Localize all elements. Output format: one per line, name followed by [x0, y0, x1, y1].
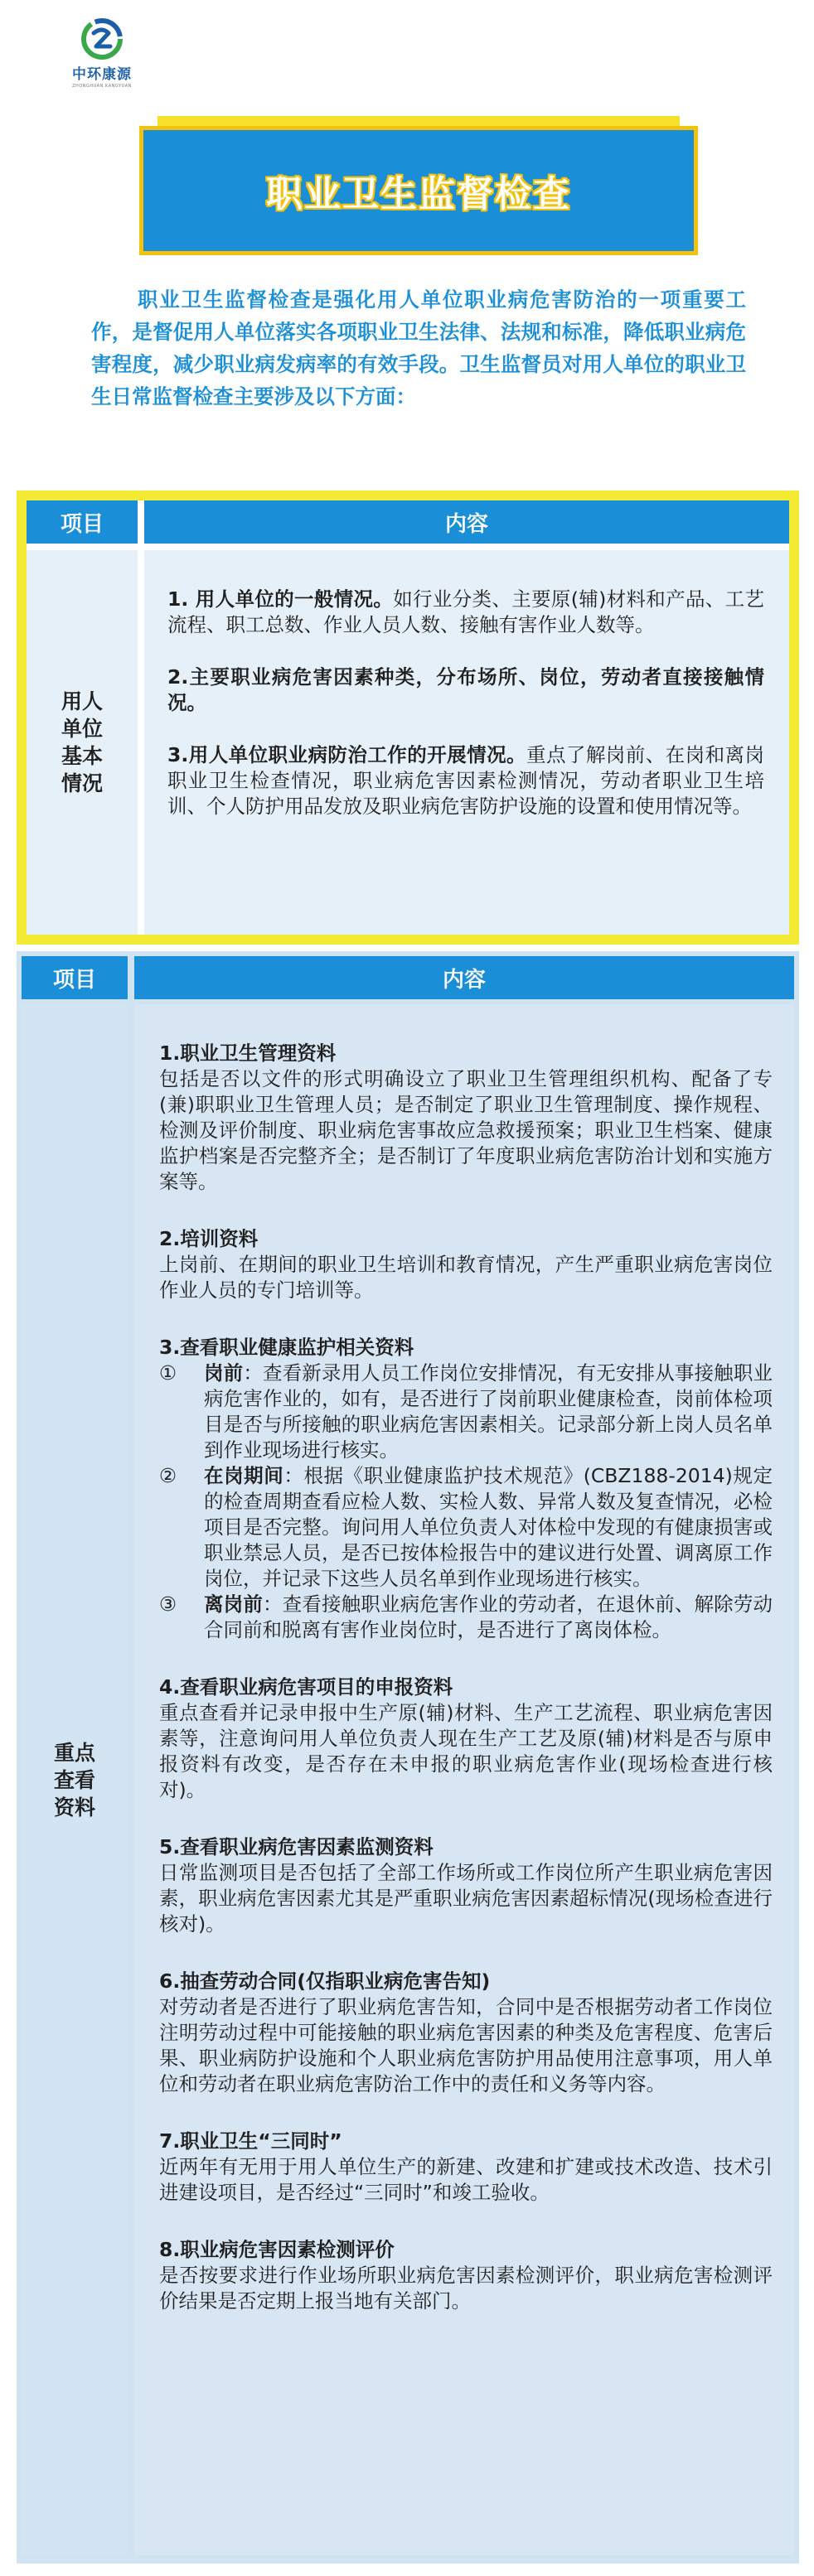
content-paragraph — [167, 665, 764, 716]
item-text: 上岗前、在期间的职业卫生培训和教育情况，产生严重职业病危害岗位作业人员的专门培训等。 — [159, 1253, 773, 1302]
sub-item-lead: 在岗期间 — [204, 1464, 284, 1487]
content-cell — [144, 550, 789, 935]
item-text: 包括是否以文件的形式明确设立了职业卫生管理组织机构、配备了专(兼)职职业卫生管理人员；是否制定了职业卫生管理制度、操作规程、检测及评价制度、职业病危害事故应急救援预案；职业卫生档案、健康监护档案是否完整齐全；是否制订了年度职业病危害防治计划和实施方案等。 — [159, 1067, 773, 1193]
sub-item-body: ：根据《职业健康监护技术规范》(CBZ188-2014)规定的检查周期查看应检人数、实检人数、异常人数及复查情况，必检项目是否完整。询问用人单位负责人对体检中发现的有健康损害或职业禁忌人员，是否已按体检报告中的建议进行处置、调离原工作岗位，并记录下这些人员名单到作业现场进行核实。 — [204, 1464, 773, 1590]
item-title: 5.查看职业病危害因素监测资料 — [159, 1835, 434, 1858]
sub-item — [159, 1463, 773, 1592]
logo — [56, 18, 148, 104]
intro-paragraph: 职业卫生监督检查是强化用人单位职业病危害防治的一项重要工作，是督促用人单位落实各项职业卫生法律、法规和标准，降低职业病危害程度，减少职业病发病率的有效手段。卫生监督员对用人单位的职业卫生日常监督检查主要涉及以下方面： — [91, 288, 746, 408]
list-item — [159, 2237, 773, 2314]
item-text: 近两年有无用于用人单位生产的新建、改建和扩建或技术改造、技术引进建设项目，是否经过“三同时”和竣工验收。 — [159, 2155, 773, 2204]
item-title: 6.抽查劳动合同(仅指职业病危害告知) — [159, 1969, 491, 1993]
sub-item — [159, 1592, 773, 1643]
header-item: 项目 — [27, 500, 138, 544]
item-title: 2.培训资料 — [159, 1227, 259, 1250]
item-title: 7.职业卫生“三同时” — [159, 2129, 342, 2153]
list-item — [159, 2129, 773, 2206]
brand-name: 中环康源 — [72, 66, 132, 83]
sub-item-text — [204, 1592, 773, 1643]
section-basic-info — [17, 491, 799, 945]
title-box — [139, 126, 698, 255]
side-cell — [27, 550, 138, 935]
paragraph-text: 如行业分类、主要原(辅)材料和产品、工艺流程、职工总数、作业人员人数、接触有害作业人数等。 — [167, 587, 764, 636]
sub-item-number: ② — [159, 1464, 177, 1487]
sub-item-lead: 岗前 — [204, 1361, 244, 1385]
paragraph-text: 重点了解岗前、在岗和离岗职业卫生检查情况，职业病危害因素检测情况，劳动者职业卫生培训、个人防护用品发放及职业病危害防护设施的设置和使用情况等。 — [167, 743, 764, 818]
sub-item-text — [204, 1463, 773, 1592]
sub-item-lead: 离岗前 — [204, 1592, 263, 1616]
sub-item-number: ① — [159, 1361, 177, 1385]
sub-item — [159, 1360, 773, 1463]
content-paragraph — [167, 742, 764, 819]
list-item — [159, 1335, 773, 1643]
paragraph-lead: 1. 用人单位的一般情况。 — [167, 587, 394, 611]
logo-icon — [81, 18, 123, 60]
sub-item-body: ：查看新录用人员工作岗位安排情况，有无安排从事接触职业病危害作业的，如有，是否进行了岗前职业健康检查，岗前体检项目是否与所接触的职业病危害因素相关。记录部分新上岗人员名单到作业现场进行核实。 — [204, 1361, 773, 1462]
item-title: 1.职业卫生管理资料 — [159, 1042, 337, 1065]
side-cell — [22, 1004, 128, 2555]
list-item — [159, 1226, 773, 1303]
brand-subtitle: ZHONGHUAN KANGYUAN — [72, 84, 132, 89]
item-text: 对劳动者是否进行了职业病危害告知，合同中是否根据劳动者工作岗位注明劳动过程中可能接触的职业病危害因素的种类及危害程度、危害后果、职业病防护设施和个人职业病危害防护用品使用注意事项，用人单位和劳动者在职业病危害防治工作中的责任和义务等内容。 — [159, 1995, 773, 2095]
title-banner — [139, 116, 698, 255]
side-label-basic-info: 用人 单位 基本 情况 — [61, 689, 103, 795]
sub-item-body: ：查看接触职业病危害作业的劳动者，在退休前、解除劳动合同前和脱离有害作业岗位时，是否进行了离岗体检。 — [204, 1592, 773, 1641]
list-item — [159, 1675, 773, 1803]
paragraph-lead: 3.用人单位职业病防治工作的开展情况。 — [167, 743, 526, 766]
content-paragraph — [167, 587, 764, 638]
list-item — [159, 1969, 773, 2097]
header-content: 内容 — [134, 956, 794, 999]
item-title: 8.职业病危害因素检测评价 — [159, 2238, 395, 2261]
page-title: 职业卫生监督检查 — [266, 173, 571, 215]
header-item: 项目 — [22, 956, 128, 999]
paragraph-lead: 2.主要职业病危害因素种类，分布场所、岗位，劳动者直接接触情况。 — [167, 665, 764, 714]
item-text: 日常监测项目是否包括了全部工作场所或工作岗位所产生职业病危害因素，职业病危害因素尤其是严重职业病危害因素超标情况(现场检查进行核对)。 — [159, 1861, 773, 1936]
item-title: 4.查看职业病危害项目的申报资料 — [159, 1675, 453, 1699]
side-label-key-documents: 重点 查看 资料 — [53, 1740, 95, 1820]
list-item — [159, 1834, 773, 1937]
header-content: 内容 — [144, 500, 789, 544]
item-text: 是否按要求进行作业场所职业病危害因素检测评价，职业病危害检测评价结果是否定期上报当地有关部门。 — [159, 2264, 773, 2313]
sub-item-text — [204, 1360, 773, 1463]
list-item — [159, 1041, 773, 1195]
item-title: 3.查看职业健康监护相关资料 — [159, 1336, 414, 1359]
content-cell — [134, 1004, 794, 2555]
sub-item-number: ③ — [159, 1592, 177, 1616]
item-text: 重点查看并记录申报中生产原(辅)材料、生产工艺流程、职业病危害因素等，注意询问用人单位负责人现在生产工艺及原(辅)材料是否与原申报资料有改变，是否存在未申报的职业病危害作业(现场检查进行核对)。 — [159, 1701, 773, 1801]
section-key-documents — [17, 951, 799, 2564]
